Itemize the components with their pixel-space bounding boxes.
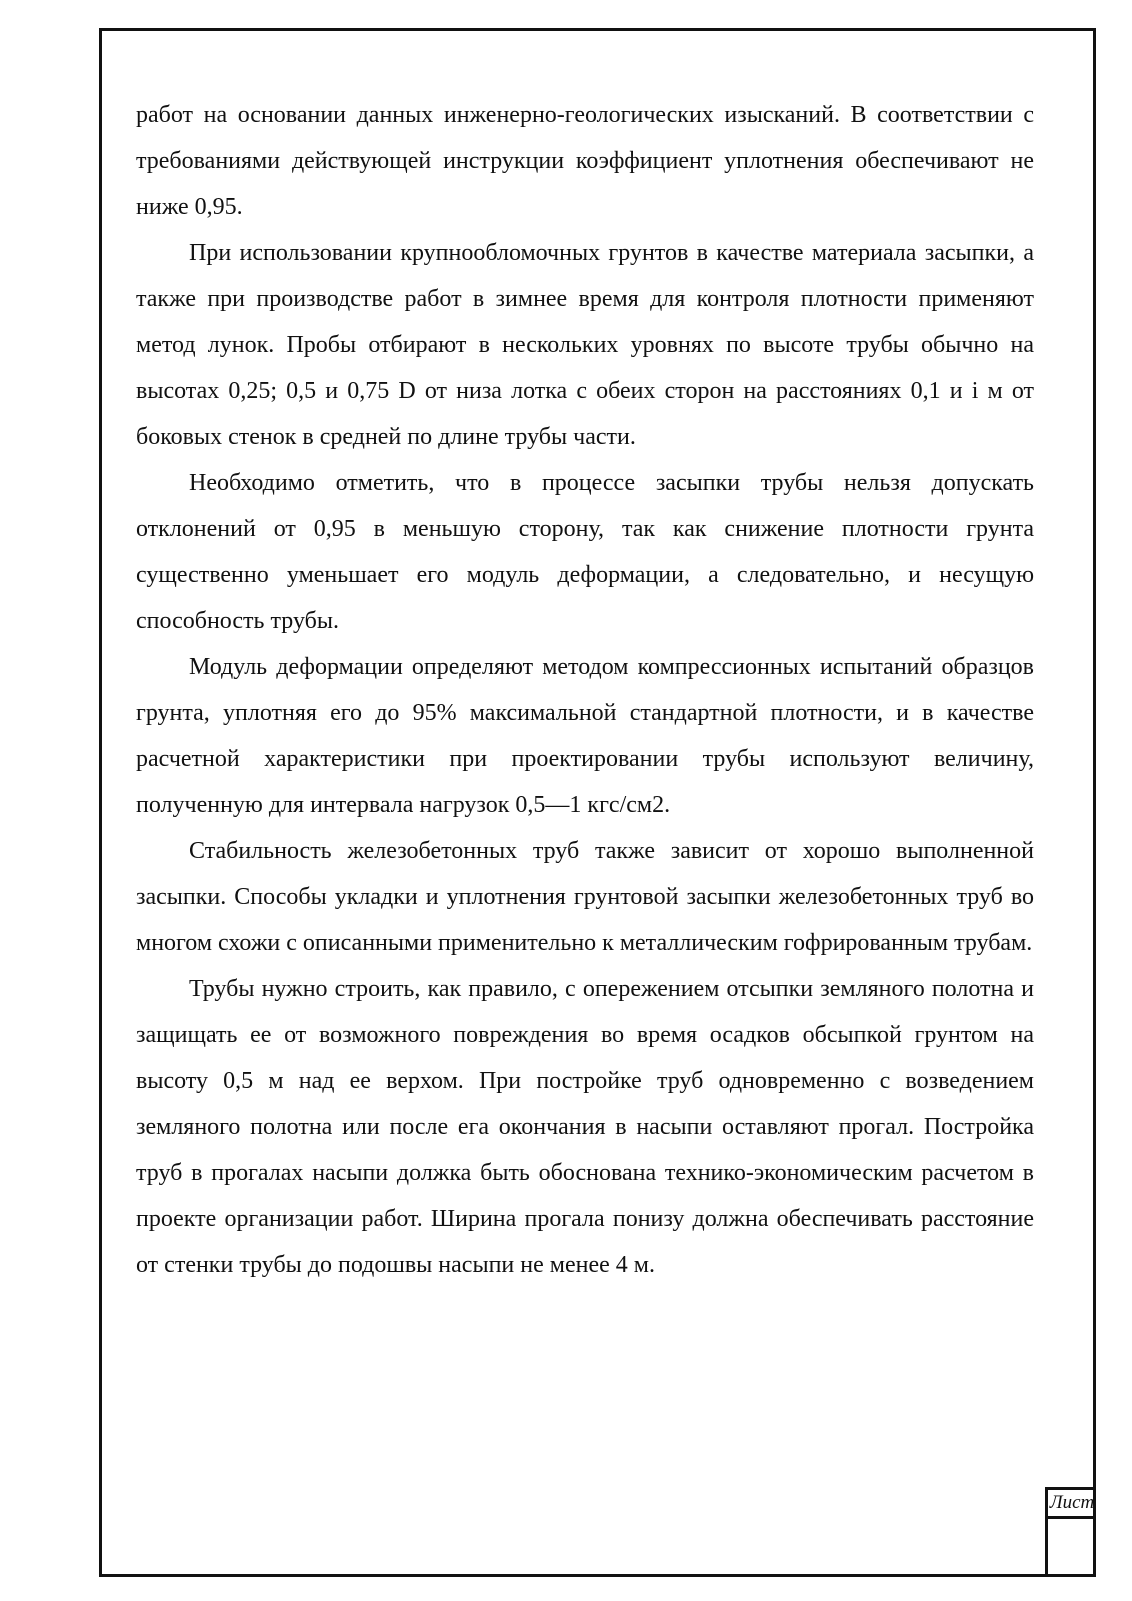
paragraph: Стабильность железобетонных труб также зависит от хорошо выполненной засыпки. Способы укладки и уплотнения грунтовой засыпки железобетонных труб во многом схожи с описанными применительно к металлическим гофрированным трубам. — [136, 838, 1034, 956]
paragraph: Необходимо отметить, что в процессе засыпки трубы нельзя допускать отклонений от 0,95 в меньшую сторону, так как снижение плотности грунта существенно уменьшает его модуль деформации, а следовательно, и несущую способность трубы. — [136, 470, 1034, 634]
sheet-label: Лист — [1048, 1487, 1096, 1519]
paragraph: Трубы нужно строить, как правило, с опережением отсыпки земляного полотна и защищать ее от возможного повреждения во время осадков обсыпкой грунтом на высоту 0,5 м над ее верхом. При постройке труб одновременно с возведением земляного полотна или после ега окончания в насыпи оставляют прогал. Постройка труб в прогалах насыпи должка быть обоснована технико-экономическим расчетом в проекте организации работ. Ширина прогала понизу должна обеспечивать расстояние от стенки трубы до подошвы насыпи не менее 4 м. — [136, 976, 1034, 1278]
paragraph: Модуль деформации определяют методом компрессионных испытаний образцов грунта, уплотняя его до 95% максимальной стандартной плотности, и в качестве расчетной характеристики при проектировании трубы используют величину, полученную для интервала нагрузок 0,5—1 кгс/см2. — [136, 654, 1034, 818]
document-body — [136, 92, 1034, 1288]
sheet-number-box — [1045, 1487, 1096, 1577]
paragraph: При использовании крупнообломочных грунтов в качестве материала засыпки, а также при производстве работ в зимнее время для контроля плотности применяют метод лунок. Пробы отбирают в нескольких уровнях по высоте трубы обычно на высотах 0,25; 0,5 и 0,75 D от низа лотка с обеих сторон на расстояниях 0,1 и i м от боковых стенок в средней по длине трубы части. — [136, 240, 1034, 450]
paragraph: работ на основании данных инженерно-геологических изысканий. В соответствии с требованиями действующей инструкции коэффициент уплотнения обеспечивают не ниже 0,95. — [136, 102, 1034, 220]
